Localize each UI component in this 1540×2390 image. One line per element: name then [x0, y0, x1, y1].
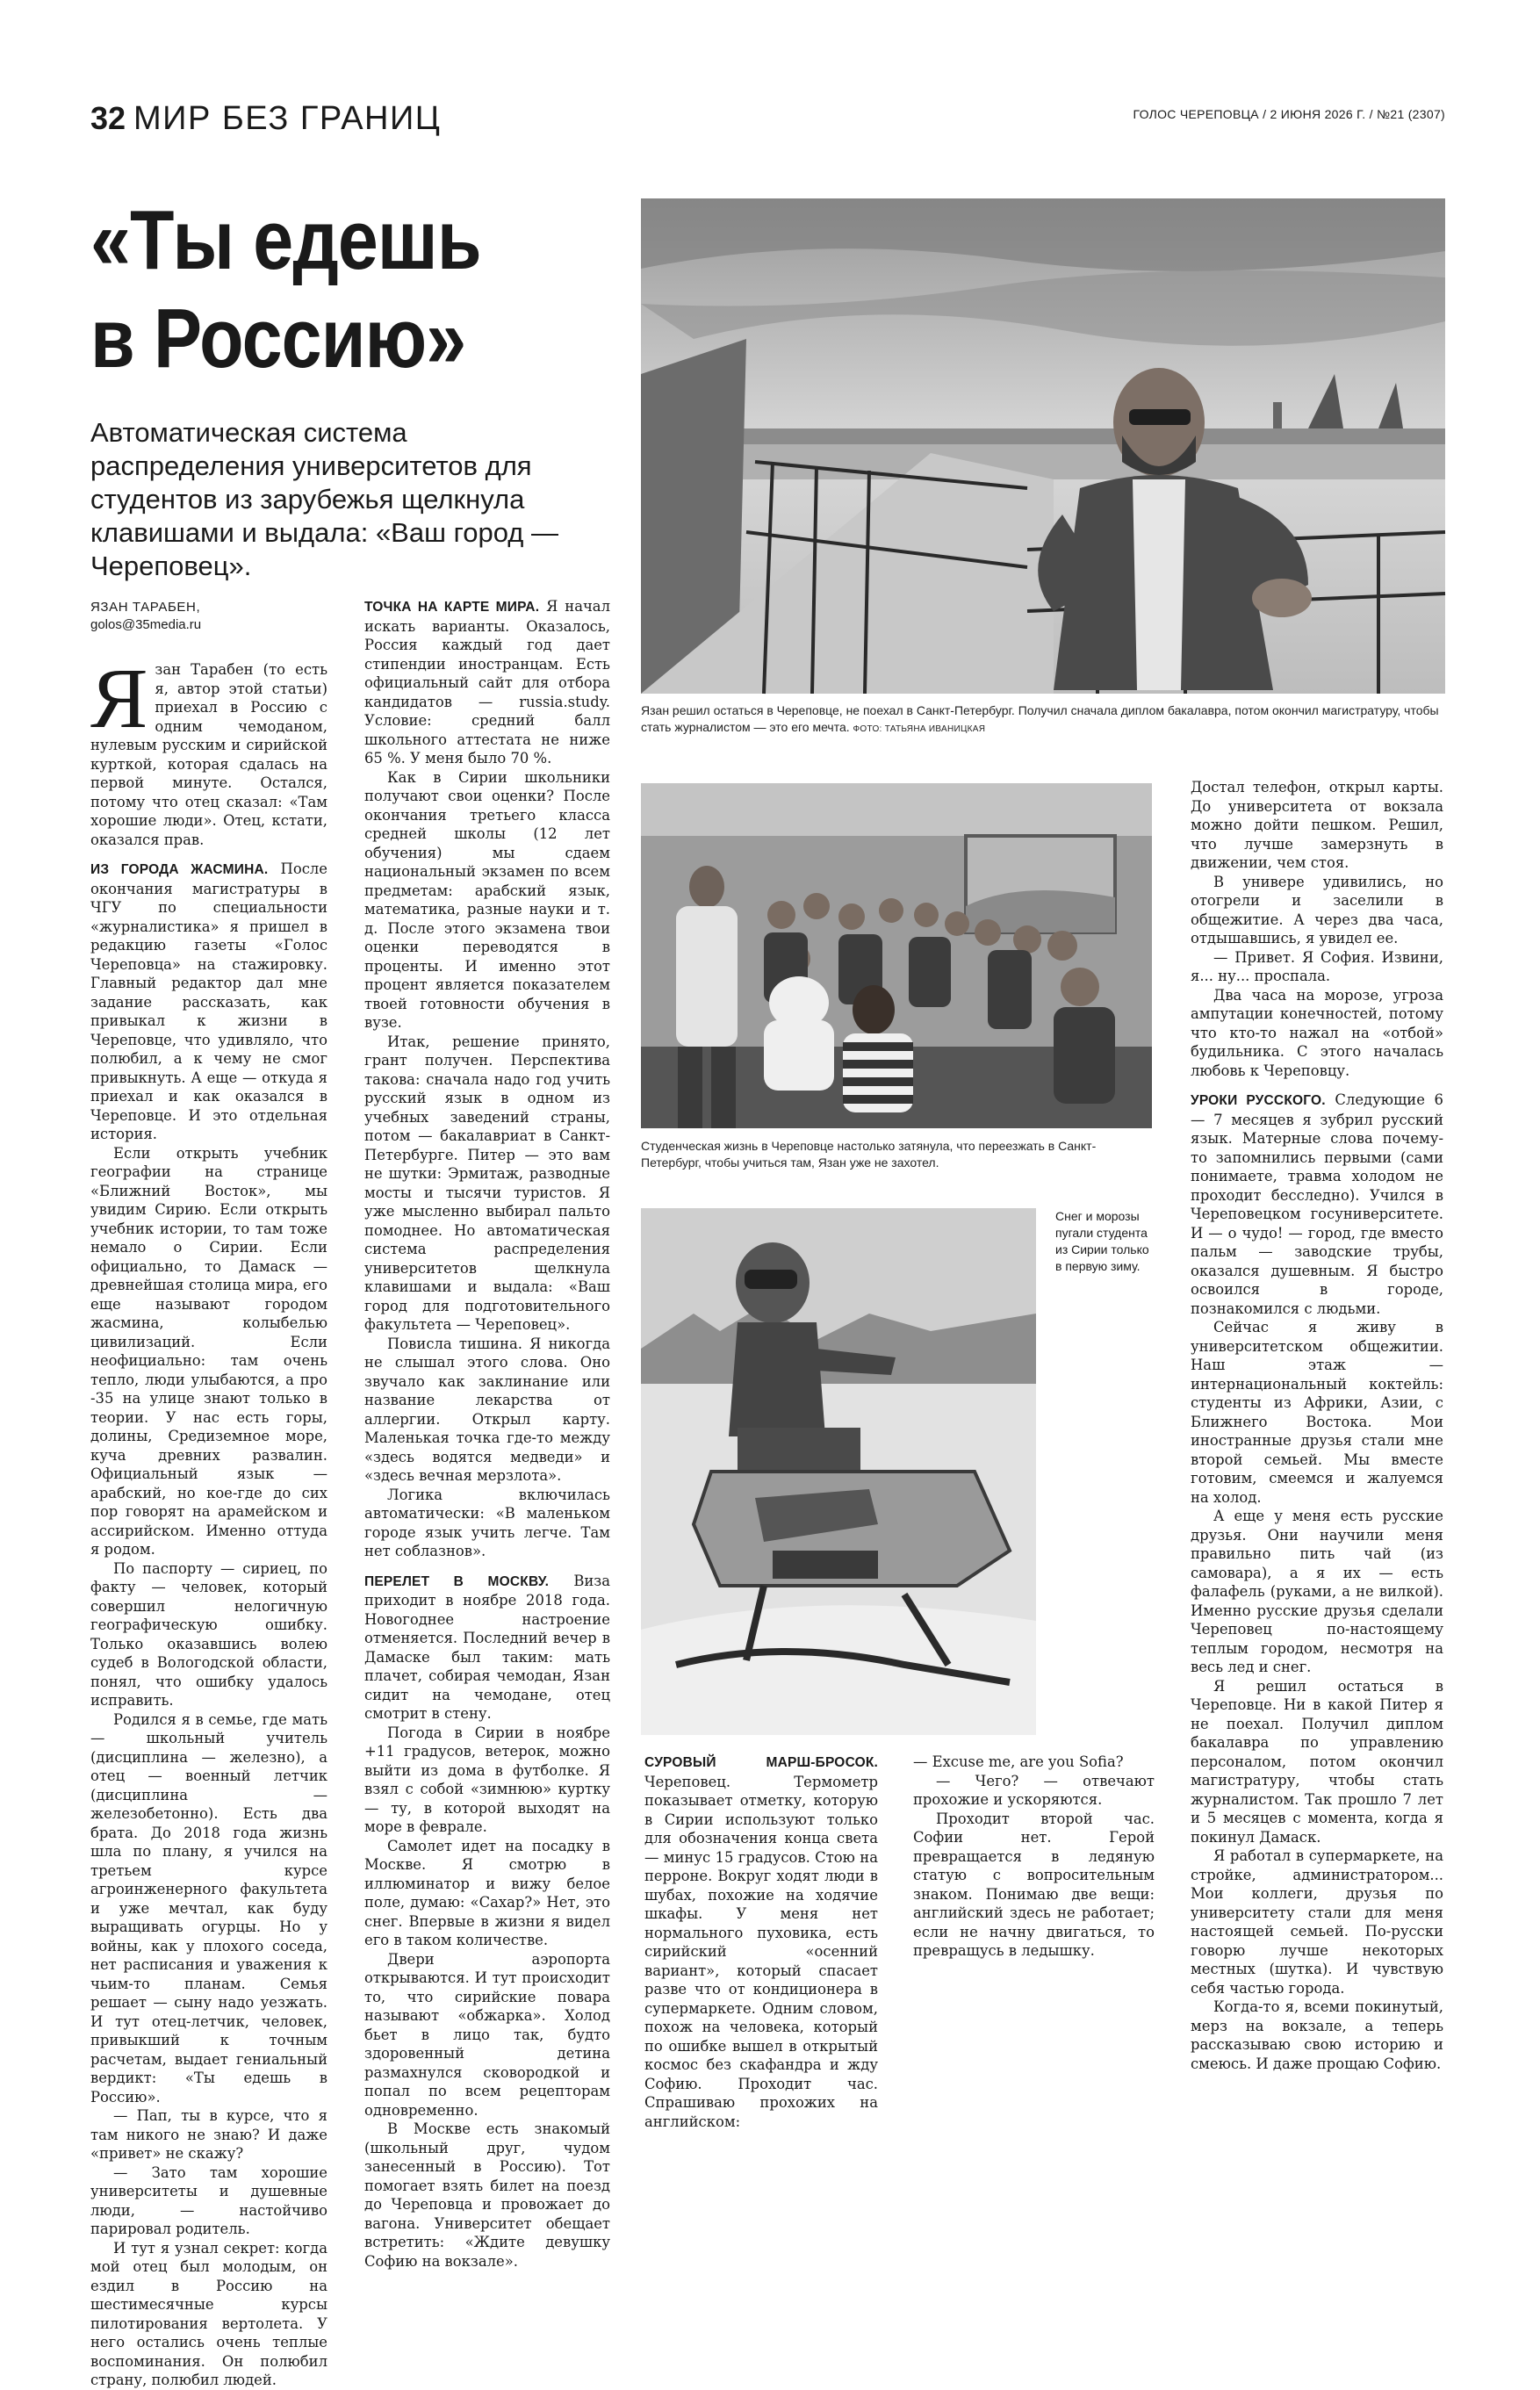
page-number: 32: [90, 100, 126, 136]
paragraph: Как в Сирии школьники получают свои оценки? После окончания третьего класса средней школы (12 лет обучения) мы сдаем национальный экзамен по всем предметам: арабский язык, математика, разные науки и т. д. После этого экзамена твои оценки переводятся в проценты. И именно этот процент является показателем твоей готовности обучения в вузе.: [364, 768, 610, 1031]
photo-snowmobile: [641, 1208, 1036, 1735]
paragraph: Самолет идет на посадку в Москве. Я смотрю в иллюминатор и вижу белое поле, думаю: «Сахар?» Нет, это снег. Впервые в жизни я видел его в таком количестве.: [364, 1837, 610, 1948]
paragraph: Я работал в супермаркете, на стройке, администратором... Мои коллеги, друзья по университету стали для меня настоящей семьей. По-русски говорю лучше некоторых местных (шутка). И чувствую себя частью города.: [1191, 1847, 1443, 1997]
paragraph: Виза приходит в ноябре 2018 года. Новогоднее настроение отменяется. Последний вечер в Дамаске был таким: мать плачет, собирая чемодан, Язан сидит на чемодане, отец смотрит в стену.: [364, 1572, 610, 1722]
paragraph: зан Тарабен (то есть я, автор этой статьи) приехал в Россию с одним чемоданом, нулевым русским и сирийской курткой, которая сдалась на первой минуте. Остался, потому что отец сказал: «Там хорошие люди». Отец, кстати, оказался прав.: [90, 661, 327, 848]
title-line-1: «Ты едешь: [90, 193, 481, 287]
photo-yazan-embankment: [641, 198, 1445, 694]
section-title: МИР БЕЗ ГРАНИЦ: [133, 100, 442, 137]
dropcap: Я: [90, 651, 148, 746]
subheading: ТОЧКА НА КАРТЕ МИРА.: [364, 600, 540, 615]
paragraph: Два часа на морозе, угроза ампутации конечностей, потому что кто-то нажал на «отбой» будильника. С этого началась любовь к Череповцу.: [1191, 986, 1443, 1079]
paragraph: — Чего? — отвечают прохожие и ускоряются.: [913, 1772, 1155, 1808]
subheading: УРОКИ РУССКОГО.: [1191, 1093, 1326, 1108]
photo-1-caption-text: Язан решил остаться в Череповце, не поехал в Санкт-Петербург. Получил сначала диплом бакалавра, потом окончил магистратуру, чтобы стать журналистом — это его мечта.: [641, 703, 1439, 734]
paragraph: Повисла тишина. Я никогда не слышал этого слова. Оно звучало как заклинание или название лекарства от аллергии. Открыл карту. Маленькая точка где-то между «здесь водятся медведи» и «здесь вечная мерзлота».: [364, 1335, 610, 1484]
paragraph: Я начал искать варианты. Оказалось, Россия каждый год дает стипендии иностранцам. Есть официальный сайт для отбора кандидатов — russia.study. Условие: средний балл школьного аттестата не ниже 65 %. У меня было 70 %.: [364, 598, 610, 767]
paragraph: В универе удивились, но отогрели и заселили в общежитие. А через два часа, отдышавшись, я увидел ее.: [1191, 873, 1443, 947]
paragraph: После окончания магистратуры в ЧГУ по специальности «журналистика» я пришел в редакцию газеты «Голос Череповца» на стажировку. Главный редактор дал мне задание рассказать, как привыкал к жизни в Череповце, что удивляло, что полюбил, а к чему не смог привыкнуть. А еще — откуда я приехал и как оказался в Череповце. И это отдельная история.: [90, 860, 327, 1142]
subheading: ИЗ ГОРОДА ЖАСМИНА.: [90, 862, 269, 877]
article-lead: Автоматическая система распределения университетов для студентов из зарубежья щелкнула клавишами и выдала: «Ваш город — Череповец».: [90, 417, 558, 581]
body-column-2: [364, 597, 610, 2270]
paragraph: Я решил остаться в Череповце. Ни в какой Питер я не поехал. Получил диплом бакалавра по управлению персоналом, потом окончил магистратуру, чтобы стать журналистом. Так прошло 7 лет и 5 месяцев с момента, когда я покинул Дамаск.: [1191, 1677, 1443, 1846]
author-email: golos@35media.ru: [90, 617, 202, 632]
title-line-2: в Россию»: [90, 292, 466, 385]
paragraph: — Пап, ты в курсе, что я там никого не знаю? И даже «привет» не скажу?: [90, 2107, 327, 2162]
paragraph: И тут я узнал секрет: когда мой отец был молодым, он ездил в Россию на шестимесячные курсы пилотирования вертолета. У него остались очень теплые воспоминания. Он полюбил страну, полюбил людей.: [90, 2239, 327, 2388]
paragraph: Логика включилась автоматически: «В маленьком городе язык учить легче. Там нет соблазнов».: [364, 1486, 610, 1559]
author-name: ЯЗАН ТАРАБЕН,: [90, 600, 201, 615]
paragraph: Когда-то я, всеми покинутый, мерз на вокзале, а теперь рассказываю свою историю и смеюсь. И даже прощаю Софию.: [1191, 1998, 1443, 2072]
paragraph: Проходит второй час. Софии нет. Герой превращается в ледяную статую с вопросительным знаком. Понимаю две вещи: английский здесь не работает; если не начну двигаться, то превращусь в ледышку.: [913, 1810, 1155, 1959]
body-column-1: [90, 651, 327, 2388]
paragraph: Достал телефон, открыл карты. До университета от вокзала можно дойти пешком. Решил, что лучше замерзнуть в движении, чем стоя.: [1191, 779, 1443, 871]
paragraph: Двери аэропорта открываются. И тут происходит то, что сирийские повара называют «обжарка». Холод бьет в лицо так, будто здоровенный детина размахнулся сковородкой и попал по всем рецепторам одновременно.: [364, 1950, 610, 2119]
body-column-3: [644, 1753, 878, 2130]
paragraph: Если открыть учебник географии на странице «Ближний Восток», мы увидим Сирию. Если открыть учебник истории, то там тоже немало о Сирии. Если официально, то Дамаск — древнейшая столица мира, его еще называют городом жасмина, колыбелью цивилизаций. Если неофициально: там очень тепло, люди улыбаются, а про -35 на улице знают только в теории. У нас есть горы, долины, Средиземное море, куча древних развалин. Официальный язык — арабский, но кое-где до сих пор говорят на арамейском и ассирийском. Именно оттуда я родом.: [90, 1144, 327, 1558]
photo-1-caption: [641, 702, 1445, 738]
paragraph: — Excuse me, are you Sofia?: [913, 1753, 1124, 1770]
paragraph: Итак, решение принято, грант получен. Перспектива такова: сначала надо год учить русский язык в одном из учебных заведений страны, потом — бакалавриат в Санкт-Петербурге. Питер — это вам не шутки: Эрмитаж, разводные мосты и тысячи туристов. Я уже мысленно выбирал пальто помоднее. Но автоматическая система распределения университетов щелкнула клавишами и выдала: «Ваш город для подготовительного факультета — Череповец».: [364, 1033, 610, 1333]
photo-students-group: [641, 783, 1152, 1128]
photo-3-caption: Снег и морозы пугали студента из Сирии только в первую зиму.: [1055, 1209, 1149, 1273]
author-byline: [90, 599, 201, 634]
paragraph: — Привет. Я София. Извини, я... ну... проспала.: [1191, 948, 1443, 984]
paragraph: Следующие 6 — 7 месяцев я зубрил русский язык. Матерные слова почему-то запомнились первыми (сами понимаете, травма холодом не проходит бесследно). Учился в Череповецком госуниверситете. И — о чудо! — город, где вместо пальм — заводские трубы, оказался душевным. Я быстро освоился в городе, познакомился с людьми.: [1191, 1091, 1443, 1317]
paragraph: — Зато там хорошие университеты и душевные люди, — настойчиво парировал родитель.: [90, 2163, 327, 2237]
photo-2-caption: Студенческая жизнь в Череповце настолько затянула, что переезжать в Санкт-Петербург, чтобы учиться там, Язан уже не захотел.: [641, 1139, 1097, 1170]
publication-info: ГОЛОС ЧЕРЕПОВЦА / 2 ИЮНЯ 2026 Г. / №21 (2307): [1133, 107, 1445, 121]
photo-1-credit: ФОТО: ТАТЬЯНА ИВАНИЦКАЯ: [853, 724, 986, 734]
subheading: СУРОВЫЙ МАРШ-БРОСОК.: [644, 1755, 878, 1770]
paragraph: Череповец. Термометр показывает отметку, которую в Сирии используют только для обозначения конца света — минус 15 градусов. Стою на перроне. Вокруг ходят люди в шубах, похожие на ходячие шкафы. У меня нет нормального пуховика, есть сирийский «осенний вариант», который спасает разве что от кондиционера в супермаркете. Одним словом, похож на человека, который по ошибке вышел в открытый космос без скафандра и жду Софию. Проходит час. Спрашиваю прохожих на английском:: [644, 1773, 878, 2130]
paragraph: В Москве есть знакомый (школьный друг, чудом занесенный в Россию). Тот помогает взять билет на поезд до Череповца и провожает до вагона. Университет обещает встретить: «Ждите девушку Софию на вокзале».: [364, 2120, 610, 2270]
article-title: [90, 191, 558, 388]
body-column-5: [1191, 778, 1443, 2072]
body-column-4: [913, 1753, 1155, 1995]
paragraph: Родился я в семье, где мать — школьный учитель (дисциплина — железно), а отец — военный летчик (дисциплина — железобетонно). Есть два брата. До 2018 года жизнь шла по плану, я учился на третьем курсе агроинженерного факультета и уже мечтал, как буду выращивать огурцы. Но у войны, как у плохого соседа, нет расписания и уважения к чьим-то планам. Семья решает — сыну надо уезжать. И тут отец-летчик, человек, привыкший к точным расчетам, выдает гениальный вердикт: «Ты едешь в Россию».: [90, 1710, 327, 2106]
subheading: ПЕРЕЛЕТ В МОСКВУ.: [364, 1573, 550, 1589]
paragraph: А еще у меня есть русские друзья. Они научили меня правильно пить чай (из самовара), а я их — есть фалафель (руками, а не вилкой). Именно русские друзья сделали Череповец по-настоящему теплым городом, несмотря на весь лед и снег.: [1191, 1508, 1443, 1675]
paragraph: Сейчас я живу в университетском общежитии. Наш этаж — интернациональный коктейль: студенты из Африки, Азии, с Ближнего Востока. Мои иностранные друзья стали мне второй семьей. Мы вместе готовим, смеемся и жалуемся на холод.: [1191, 1319, 1443, 1506]
paragraph: По паспорту — сириец, по факту — человек, который совершил нелогичную географическую ошибку. Только оказавшись волею судеб в Вологодской области, понял, что ошибку удалось исправить.: [90, 1559, 327, 1709]
paragraph: Погода в Сирии в ноябре +11 градусов, ветерок, можно выйти из дома в футболке. Я взял с собой «зимнюю» куртку — ту, в которой выходят на море в феврале.: [364, 1724, 610, 1835]
